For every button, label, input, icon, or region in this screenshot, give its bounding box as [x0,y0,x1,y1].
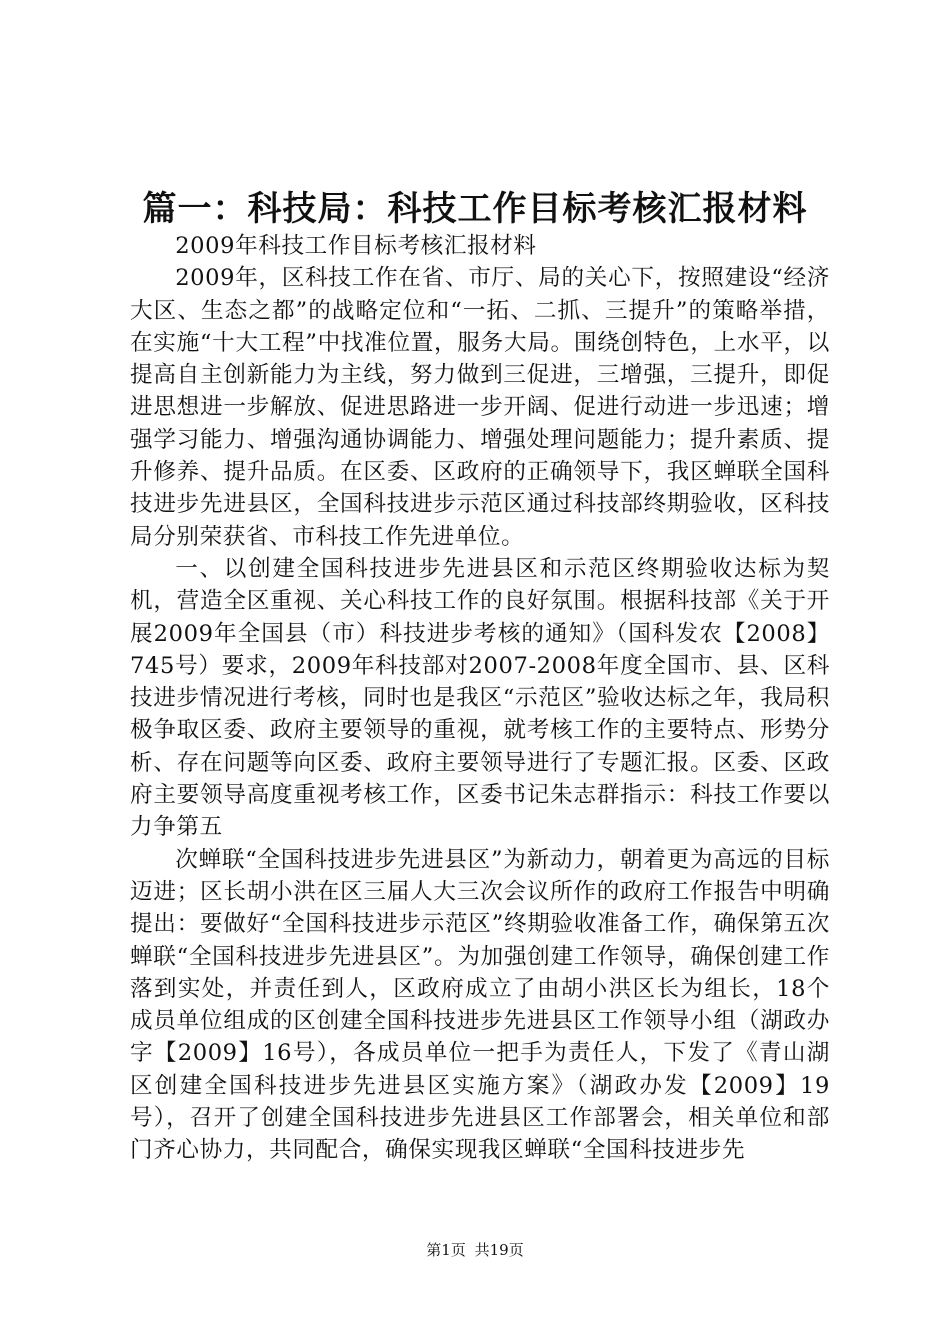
document-body [130,230,830,1167]
page-footer [0,1240,950,1260]
page-number: 第1页 [426,1241,466,1259]
body-paragraph: 次蝉联“全国科技进步先进县区”为新动力，朝着更为高远的目标迈进；区长胡小洪在区三届人大三次会议所作的政府工作报告中明确提出：要做好“全国科技进步示范区”终期验收准备工作，确保第五次蝉联“全国科技进步先进县区”。为加强创建工作领导，确保创建工作落到实处，并责任到人，区政府成立了由胡小洪区长为组长，18个成员单位组成的区创建全国科技进步先进县区工作领导小组（湖政办字【2009】16号），各成员单位一把手为责任人，下发了《青山湖区创建全国科技进步先进县区实施方案》（湖政办发【2009】19号），召开了创建全国科技进步先进县区工作部署会，相关单位和部门齐心协力，共同配合，确保实现我区蝉联“全国科技进步先 [130,846,830,1164]
body-paragraph: 一、以创建全国科技进步先进县区和示范区终期验收达标为契机，营造全区重视、关心科技工作的良好氛围。根据科技部《关于开展2009年全国县（市）科技进步考核的通知》（国科发农【2008】745号）要求，2009年科技部对2007-2008年度全国市、县、区科技进步情况进行考核，同时也是我区“示范区”验收达标之年，我局积极争取区委、政府主要领导的重视，就考核工作的主要特点、形势分析、存在问题等向区委、政府主要领导进行了专题汇报。区委、区政府主要领导高度重视考核工作，区委书记朱志群指示：科技工作要以力争第五 [130,555,830,841]
document-title: 篇一：科技局：科技工作目标考核汇报材料 [142,189,808,229]
body-paragraph: 2009年，区科技工作在省、市厅、局的关心下，按照建设“经济大区、生态之都”的战略定位和“一拓、二抓、三提升”的策略举措，在实施“十大工程”中找准位置，服务大局。围绕创特色，上水平，以提高自主创新能力为主线，努力做到三促进，三增强，三提升，即促进思想进一步解放、促进思路进一步开阔、促进行动进一步迅速；增强学习能力、增强沟通协调能力、增强处理问题能力；提升素质、提升修养、提升品质。在区委、区政府的正确领导下，我区蝉联全国科技进步先进县区，全国科技进步示范区通过科技部终期验收，区科技局分别荣获省、市科技工作先进单位。 [130,265,830,550]
subtitle-paragraph: 2009年科技工作目标考核汇报材料 [175,233,537,259]
page-total: 共19页 [474,1241,524,1259]
